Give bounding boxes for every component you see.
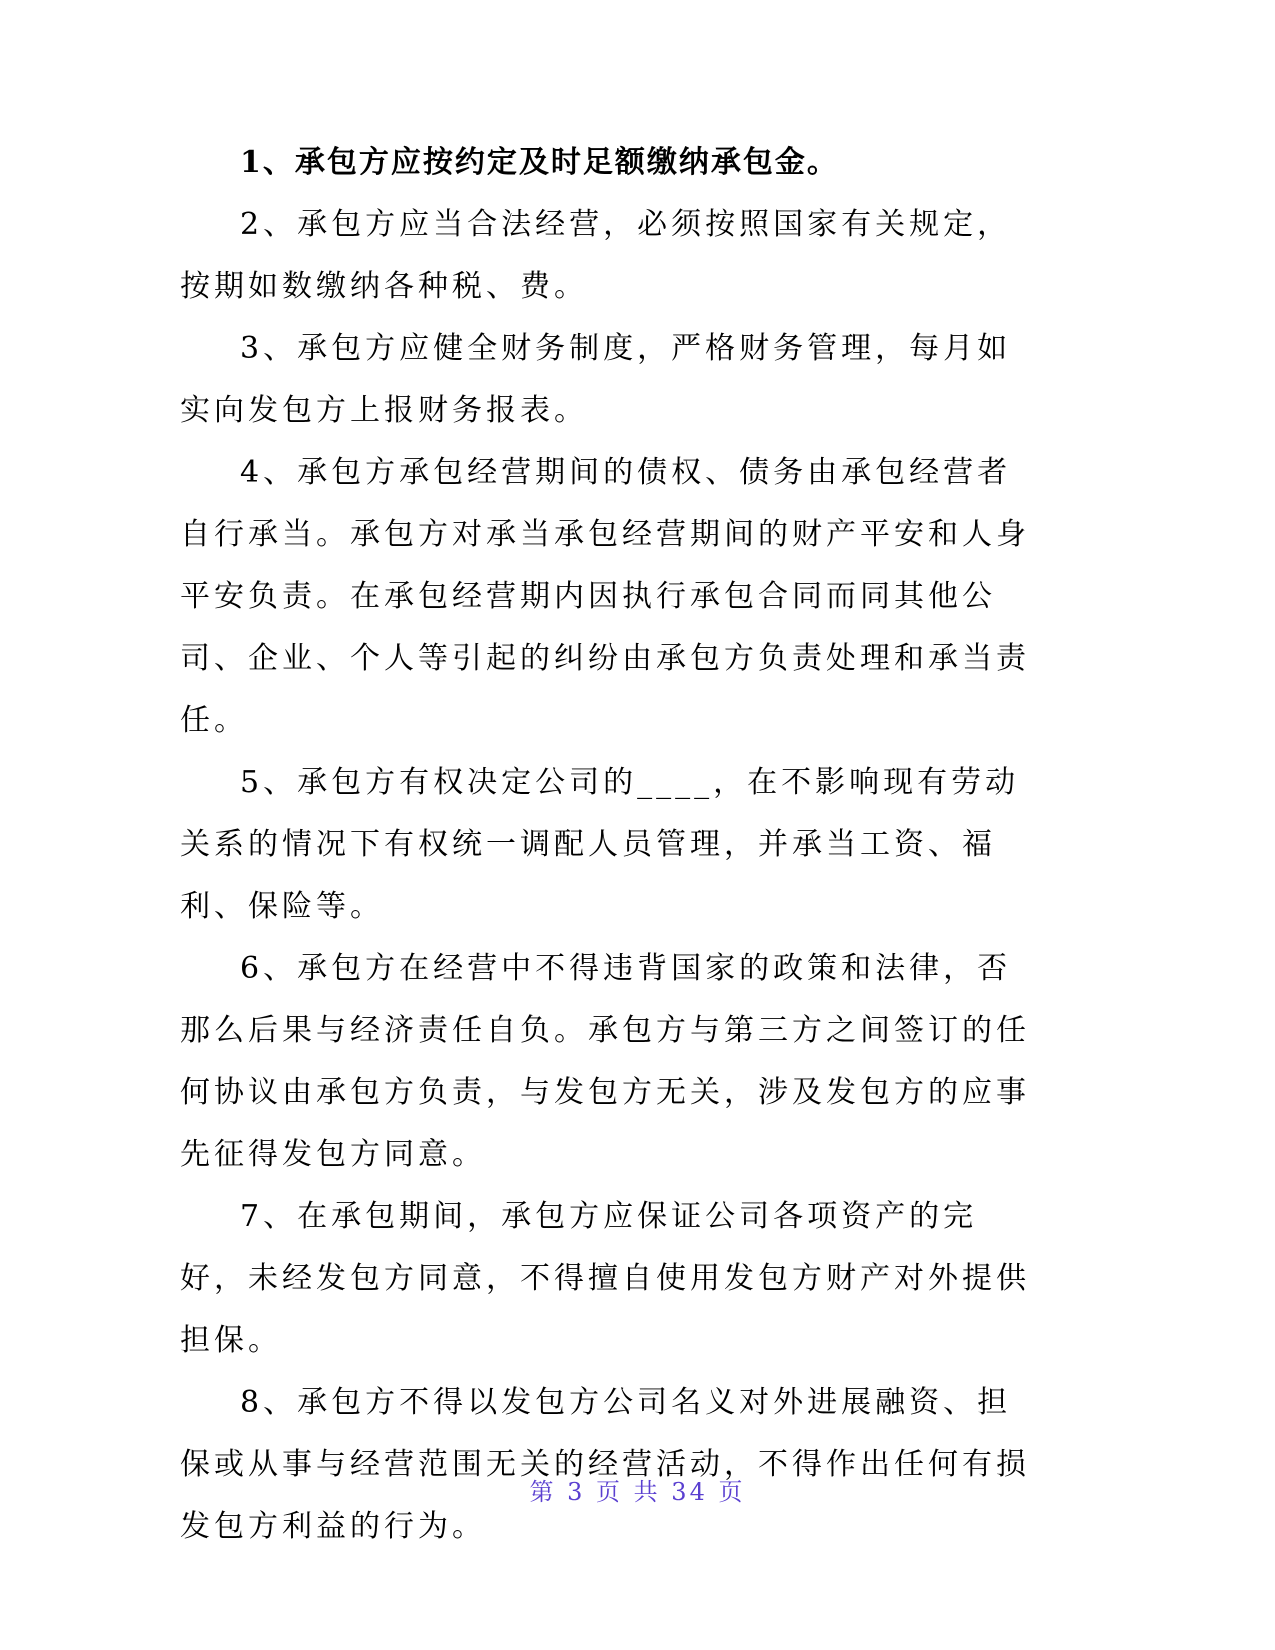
clause-3: 3、承包方应健全财务制度，严格财务管理，每月如实向发包方上报财务报表。 xyxy=(180,331,1012,428)
clause-7: 7、在承包期间，承包方应保证公司各项资产的完好，未经发包方同意，不得擅自使用发包方财产对外提供担保。 xyxy=(180,1199,1030,1358)
clause-4: 4、承包方承包经营期间的债权、债务由承包经营者自行承当。承包方对承当承包经营期间的财产平安和人身平安负责。在承包经营期内因执行承包合同而同其他公司、企业、个人等引起的纠纷由承包方负责处理和承当责任。 xyxy=(180,455,1030,738)
clause-1: 1、承包方应按约定及时足额缴纳承包金。 xyxy=(240,145,839,180)
clause-6: 6、承包方在经营中不得违背国家的政策和法律，否那么后果与经济责任自负。承包方与第三方之间签订的任何协议由承包方负责，与发包方无关，涉及发包方的应事先征得发包方同意。 xyxy=(180,951,1030,1172)
clause-5: 5、承包方有权决定公司的____，在不影响现有劳动关系的情况下有权统一调配人员管理，并承当工资、福利、保险等。 xyxy=(180,765,1020,924)
document-body xyxy=(180,132,1038,1558)
clause-8: 8、承包方不得以发包方公司名义对外进展融资、担保或从事与经营范围无关的经营活动，不得作出任何有损发包方利益的行为。 xyxy=(180,1385,1030,1544)
page-number-footer: 第 3 页 共 34 页 xyxy=(529,1478,746,1506)
clause-2: 2、承包方应当合法经营，必须按照国家有关规定，按期如数缴纳各种税、费。 xyxy=(180,207,1012,304)
